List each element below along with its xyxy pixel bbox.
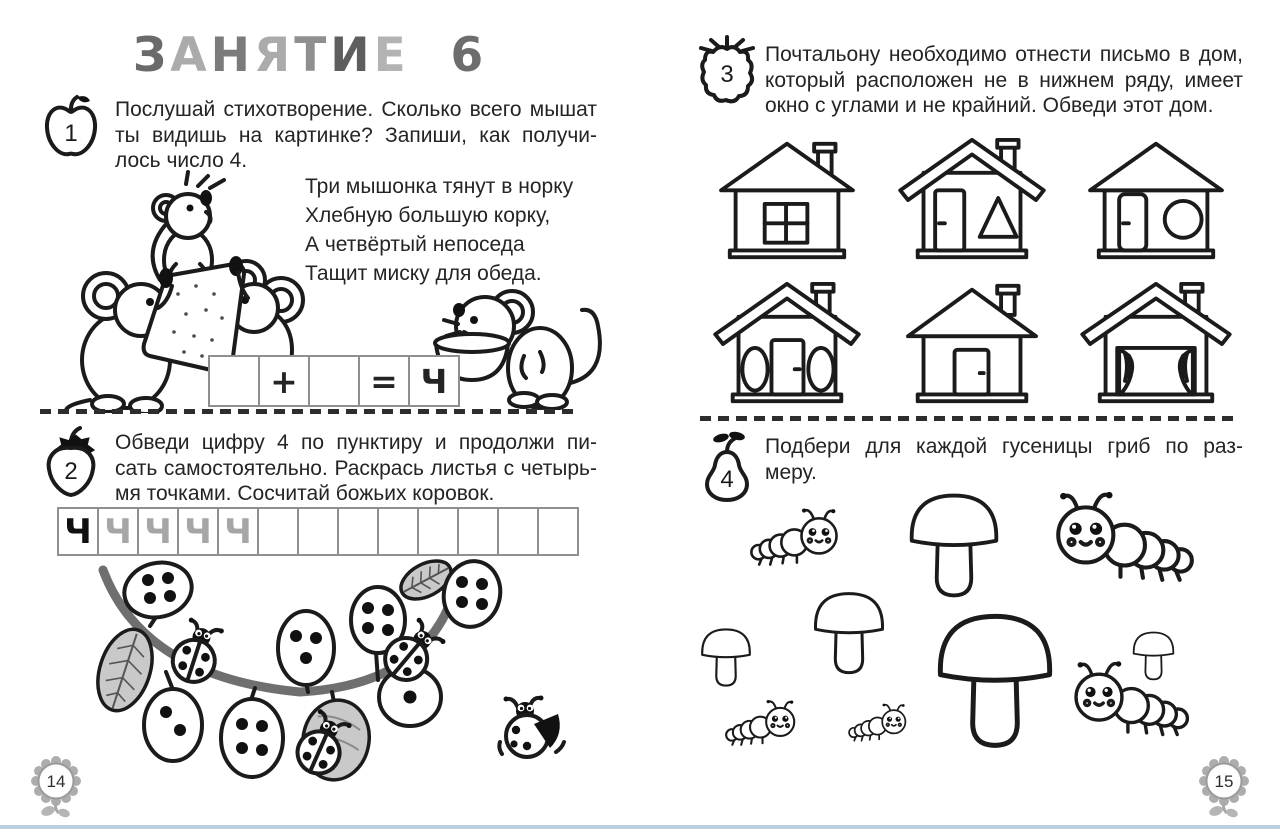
separator-right [700,416,1236,421]
text-line: Обведи цифру 4 по пунктиру и продолжи пи- [115,431,597,454]
trace-cell[interactable] [419,507,459,556]
trace-cell[interactable] [259,507,299,556]
title-letter: Н [210,28,254,83]
title-letter: А [170,28,211,83]
poem-line: А четвёртый непоседа [305,233,525,256]
house-top-middle[interactable] [887,136,1057,264]
page-number-left-badge [28,756,84,818]
trace-cell[interactable]: Ч [57,507,99,556]
branch-leaves-ladybugs-illustration [48,552,598,820]
text-line: Подбери для каждой гусеницы гриб по раз- [765,435,1243,458]
house-bottom-left[interactable] [702,280,872,408]
page-number-right-badge [1196,756,1252,818]
title-letter: 6 [450,28,488,83]
house-top-left[interactable] [702,136,872,264]
task3-instruction [765,42,1243,119]
poem-line: Хлебную большую корку, [305,204,551,227]
trace-cell[interactable] [379,507,419,556]
equation-cell[interactable] [310,355,360,407]
caterpillars-mushrooms-illustration [693,476,1258,821]
task1-number: 1 [64,120,78,147]
separator-left [40,409,580,414]
title-letter: И [330,28,374,83]
trace-cell[interactable]: Ч [179,507,219,556]
page-bottom-edge [0,825,1280,829]
trace-cell[interactable] [339,507,379,556]
house-top-right[interactable] [1071,136,1241,264]
equation-cell[interactable]: Ч [410,355,460,407]
text-line: который расположен не в нижнем ряду, имеет [765,68,1243,92]
trace-cell[interactable]: Ч [99,507,139,556]
trace-cell[interactable] [299,507,339,556]
text-line: окно с углами и не крайний. Обведи этот дом. [765,94,1214,117]
page-number-left: 14 [46,772,66,791]
task3-raspberry-icon [697,34,757,106]
poem-line: Тащит миску для обеда. [305,262,542,285]
equation-cell[interactable]: = [360,355,410,407]
text-line: лось число 4. [115,149,248,172]
equation-cell[interactable]: + [260,355,310,407]
trace-cell[interactable]: Ч [139,507,179,556]
task1-apple-icon [42,94,100,160]
equation-row [208,355,460,407]
trace-cell[interactable] [539,507,579,556]
trace-cell[interactable] [459,507,499,556]
text-line: меру. [765,460,817,484]
poem-line: Три мышонка тянут в норку [305,175,574,198]
house-bottom-right[interactable] [1071,280,1241,408]
task3-number: 3 [720,61,734,88]
page-title [40,28,580,83]
house-bottom-middle[interactable] [887,280,1057,408]
poem [305,172,600,288]
text-line: Послушай стихотворение. Сколько всего мышат [115,98,597,121]
page-number-right: 15 [1214,772,1234,791]
trace-row [57,507,579,556]
task4-number: 4 [720,466,734,493]
task2-strawberry-icon [40,426,102,498]
title-letter: Т [294,28,331,83]
equation-cell[interactable] [208,355,260,407]
trace-cell[interactable]: Ч [219,507,259,556]
houses-grid [702,136,1244,408]
title-letter: Е [373,28,410,83]
text-line: мя точками. Сосчитай божьих коровок. [115,482,495,505]
task1-instruction [115,97,597,174]
task2-instruction [115,430,597,507]
task2-number: 2 [64,458,78,485]
trace-cell[interactable] [499,507,539,556]
text-line: сать самостоятельно. Раскрась листья с четырь- [115,456,597,480]
title-letter: З [132,28,171,83]
title-letter: Я [253,28,295,83]
text-line: ты видишь на картинке? Запиши, как получи- [115,123,597,147]
text-line: Почтальону необходимо отнести письмо в дом, [765,43,1243,66]
